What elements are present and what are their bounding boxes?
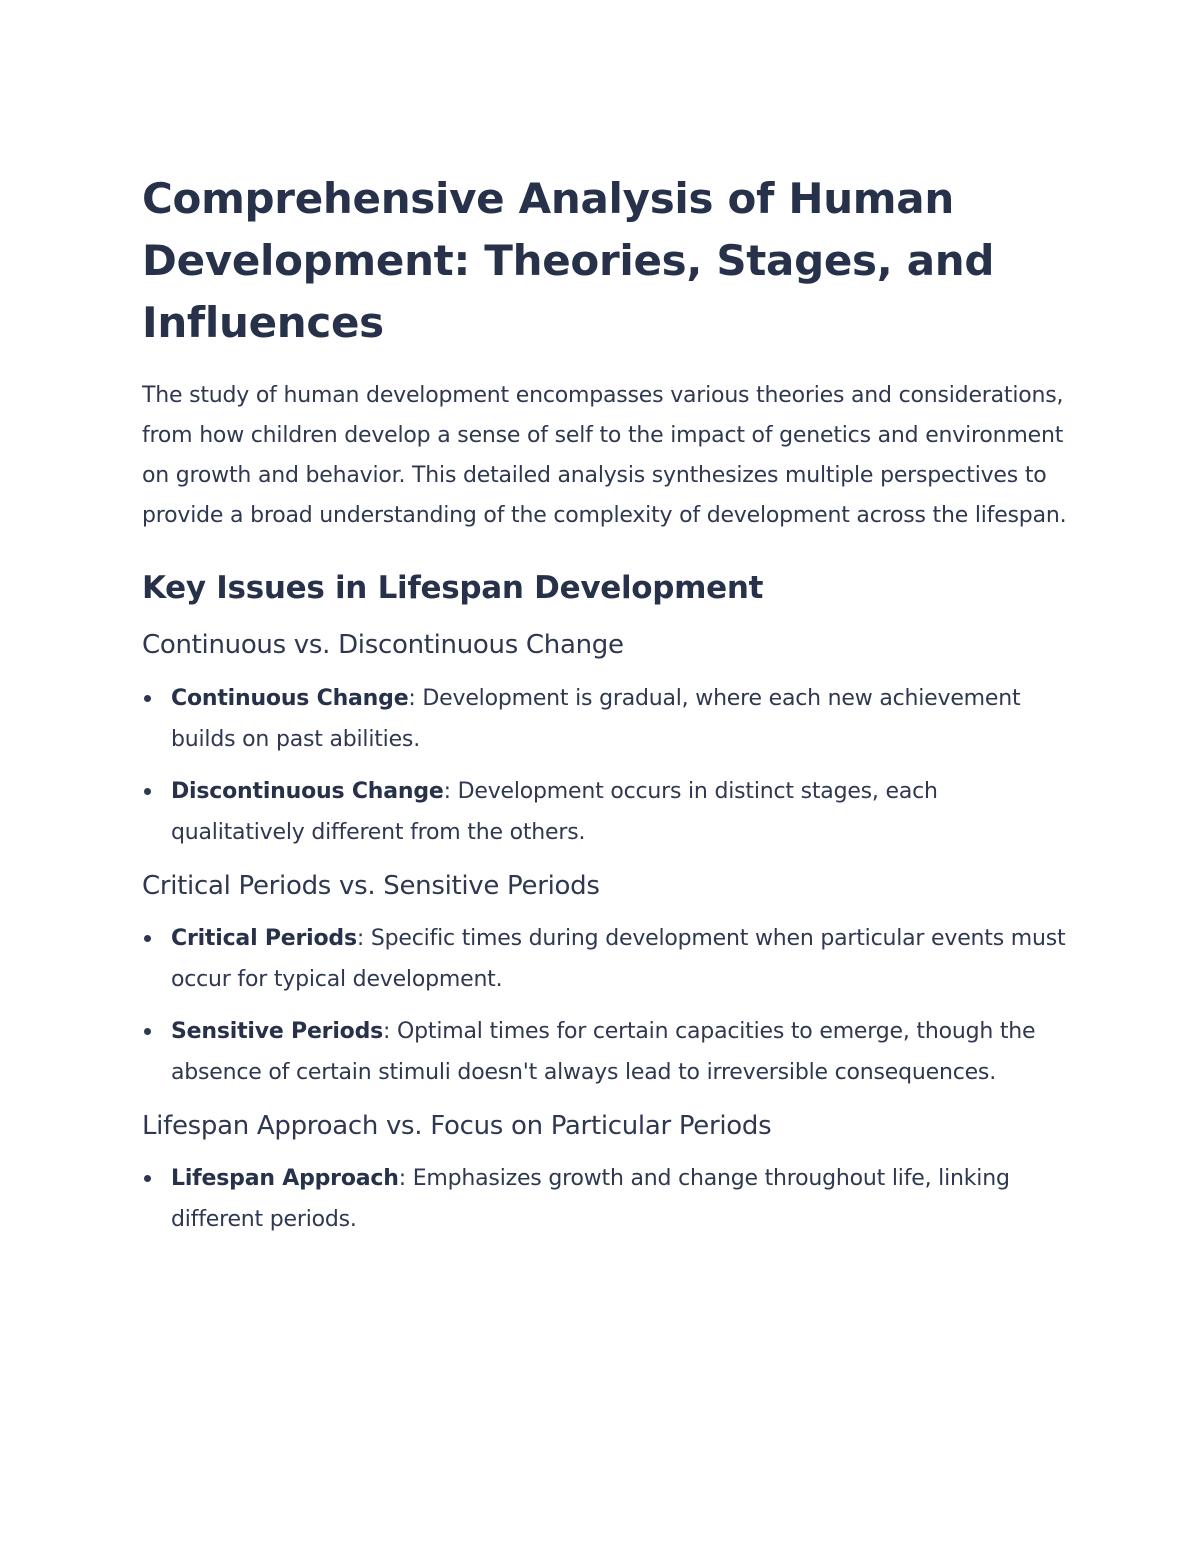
list-item-term: Discontinuous Change — [171, 779, 444, 804]
list-item-text: : Development occurs in distinct stages, each qualitatively different from the others. — [171, 779, 938, 845]
list-item — [142, 678, 1072, 760]
bullet-icon — [144, 935, 151, 942]
document-page — [142, 168, 1072, 1240]
list-item-text: : Emphasizes growth and change throughout life, linking different periods. — [171, 1166, 1010, 1232]
list-item — [142, 1011, 1072, 1093]
subsection-heading-continuous: Continuous vs. Discontinuous Change — [142, 630, 624, 660]
bullet-list — [142, 678, 1072, 853]
document-title: Comprehensive Analysis of Human Development: Theories, Stages, and Influences — [142, 174, 995, 347]
list-item-text: : Development is gradual, where each new achievement builds on past abilities. — [171, 686, 1021, 752]
intro-paragraph: The study of human development encompasses various theories and considerations, from how children develop a sense of self to the impact of genetics and environment on growth and behavior. This detailed analysis synthesizes multiple perspectives to provide a broad understanding of the complexity of development across the lifespan. — [142, 383, 1067, 528]
list-item-term: Critical Periods — [171, 926, 357, 951]
list-item-text: : Optimal times for certain capacities to emerge, though the absence of certain stimuli doesn't always lead to irreversible consequences. — [171, 1019, 1036, 1085]
bullet-list — [142, 918, 1072, 1093]
bullet-icon — [144, 695, 151, 702]
list-item-text: : Specific times during development when particular events must occur for typical development. — [171, 926, 1066, 992]
bullet-icon — [144, 788, 151, 795]
list-item — [142, 771, 1072, 853]
bullet-icon — [144, 1175, 151, 1182]
subsection-heading-lifespan: Lifespan Approach vs. Focus on Particular Periods — [142, 1111, 772, 1141]
bullet-icon — [144, 1028, 151, 1035]
list-item-term: Continuous Change — [171, 686, 409, 711]
list-item — [142, 1158, 1072, 1240]
list-item — [142, 918, 1072, 1000]
section-heading: Key Issues in Lifespan Development — [142, 570, 764, 606]
list-item-term: Sensitive Periods — [171, 1019, 384, 1044]
subsection-heading-critical: Critical Periods vs. Sensitive Periods — [142, 871, 600, 901]
list-item-term: Lifespan Approach — [171, 1166, 399, 1191]
bullet-list — [142, 1158, 1072, 1240]
